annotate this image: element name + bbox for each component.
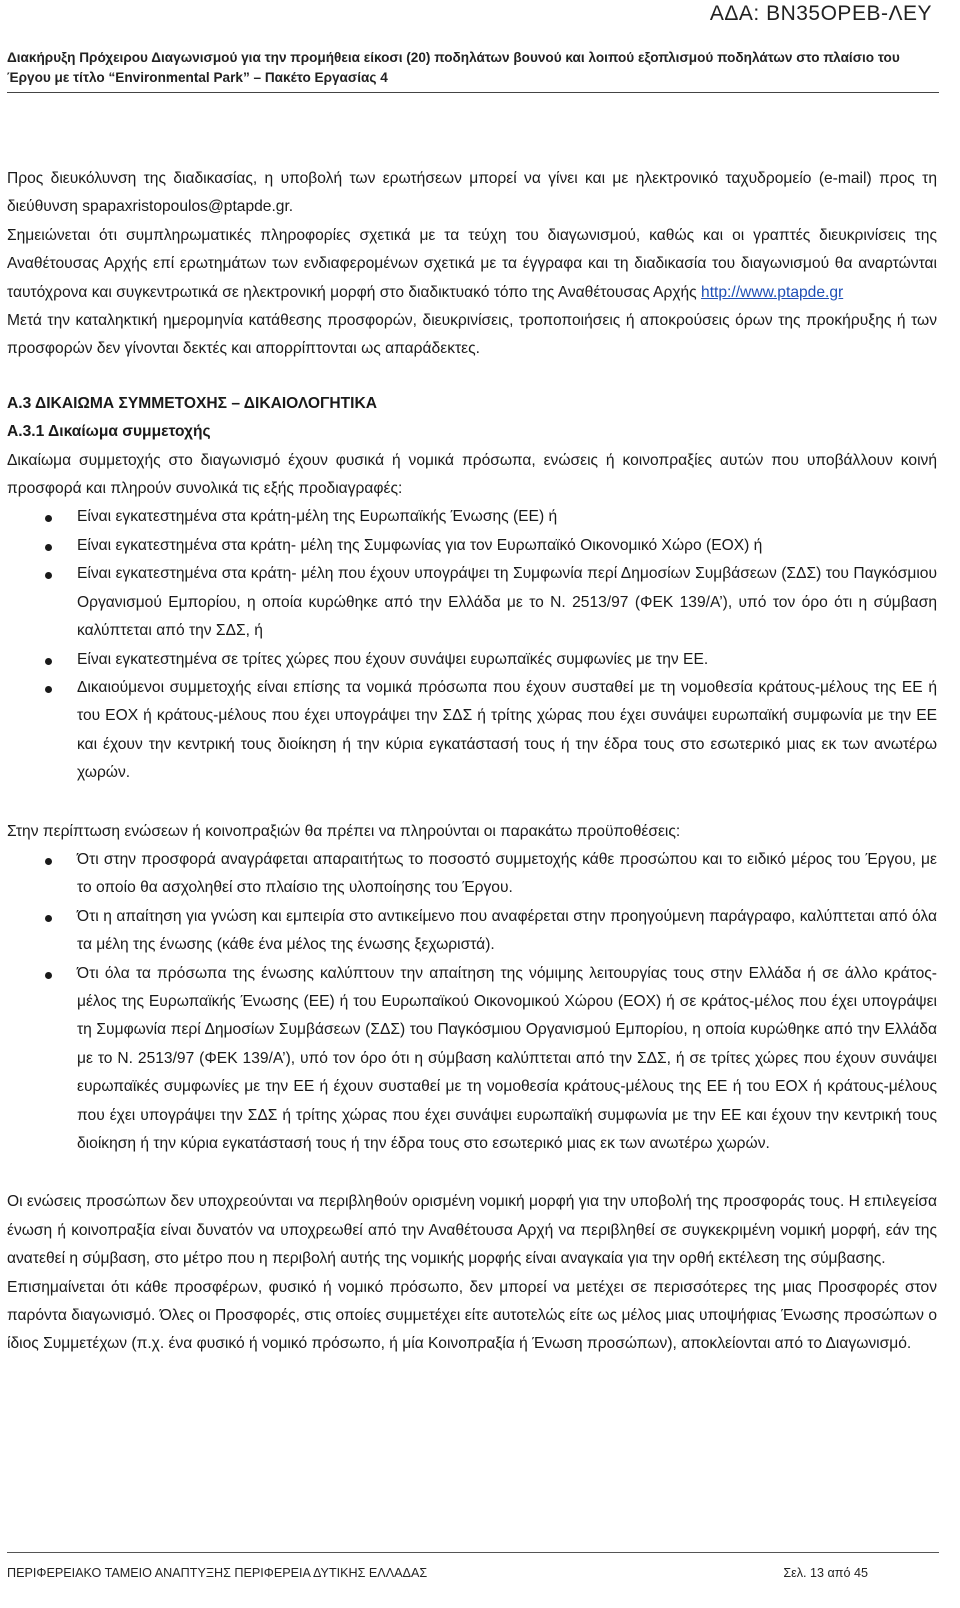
paragraph-email-questions: Προς διευκόλυνση της διαδικασίας, η υποβολή των ερωτήσεων μπορεί να γίνει και με ηλεκτρονικό ταχυδρομείο (e-mail) προς τη διεύθυνση spapaxristopoulos@ptapde.gr.: [7, 170, 937, 216]
bullet-icon: [45, 858, 52, 865]
participation-criteria-list: [7, 503, 937, 787]
list-item: Ότι στην προσφορά αναγράφεται απαραιτήτως το ποσοστό συμμετοχής κάθε προσώπου και το ειδικό μέρος του Έργου, με το οποίο θα ασχοληθεί στο πλαίσιο της υλοποίησης του Έργου.: [7, 846, 937, 903]
list-item: Ότι όλα τα πρόσωπα της ένωσης καλύπτουν την απαίτηση της νόμιμης λειτουργίας τους στην Ελλάδα ή σε άλλο κράτος-μέλος της Ευρωπαϊκής Ένωσης (ΕΕ) ή του Ευρωπαϊκού Οικονομικού Χώρου (ΕΟΧ) ή σε κράτος-μέλος που έχει υπογράψει τη Συμφωνία περί Δημοσίων Συμβάσεων (ΣΔΣ) του Παγκόσμιου Οργανισμού Εμπορίου, η οποία κυρώθηκε από την Ελλάδα με το Ν. 2513/97 (ΦΕΚ 139/Α’), υπό τον όρο ότι η σύμβαση καλύπτεται από την ΣΔΣ, ή σε τρίτες χώρες που έχουν συνάψει ευρωπαϊκές συμφωνίες με την ΕΕ ή έχουν συσταθεί με τη νομοθεσία κράτους-μέλους της ΕΕ ή του ΕΟΧ ή κράτους-μέλους που έχει υπογράψει την ΣΔΣ ή τρίτης χώρας που έχει συνάψει ευρωπαϊκή συμφωνία με την ΕΕ και έχουν την κεντρική τους διοίκηση ή την κύρια εγκατάστασή τους ή την έδρα τους στο εσωτερικό μιας εκ των ανωτέρω χωρών.: [7, 960, 937, 1159]
list-item: Είναι εγκατεστημένα στα κράτη-μέλη της Ευρωπαϊκής Ένωσης (ΕΕ) ή: [7, 503, 937, 531]
bullet-icon: [45, 515, 52, 522]
ada-stamp: ΑΔΑ: ΒΝ35ΟΡΕΒ-ΛΕΥ: [709, 2, 932, 25]
paragraph-participation-right: Δικαίωμα συμμετοχής στο διαγωνισμό έχουν φυσικά ή νομικά πρόσωπα, ενώσεις ή κοινοπραξίες αυτών που υποβάλλουν κοινή προσφορά και πληρούν συνολικά τις εξής προδιαγραφές:: [7, 451, 937, 498]
joint-venture-conditions-list: [7, 846, 937, 1158]
bullet-icon: [45, 915, 52, 922]
bullet-icon: [45, 544, 52, 551]
footer-divider: [7, 1552, 939, 1553]
paragraph-joint-ventures: Στην περίπτωση ενώσεων ή κοινοπραξιών θα πρέπει να πληρούνται οι παρακάτω προϋποθέσεις:: [7, 822, 681, 840]
paragraph-legal-form: Οι ενώσεις προσώπων δεν υποχρεούνται να περιβληθούν ορισμένη νομική μορφή για την υποβολή της προσφοράς τους. Η επιλεγείσα ένωση ή κοινοπραξία είναι δυνατόν να υποχρεωθεί από την Αναθέτουσα Αρχή να περιβληθεί σε συγκεκριμένη νομική μορφή, εάν της ανατεθεί η σύμβαση, στο μέτρο που η περιβολή αυτής της νομικής μορφής είναι αναγκαία για την ορθή εκτέλεση της σύμβασης.: [7, 1193, 937, 1268]
section-heading: Α.3 ΔΙΚΑΙΩΜΑ ΣΥΜΜΕΤΟΧΗΣ – ΔΙΚΑΙΟΛΟΓΗΤΙΚΑ: [7, 394, 378, 412]
document-body: [7, 165, 937, 1359]
bullet-icon: [45, 686, 52, 693]
list-item: Ότι η απαίτηση για γνώση και εμπειρία στο αντικείμενο που αναφέρεται στην προηγούμενη παράγραφο, καλύπτεται από όλα τα μέλη της ένωσης (κάθε ένα μέλος της ένωσης ξεχωριστά).: [7, 903, 937, 960]
footer-organization: ΠΕΡΙΦΕΡΕΙΑΚΟ ΤΑΜΕΙΟ ΑΝΑΠΤΥΞΗΣ ΠΕΡΙΦΕΡΕΙΑ ΔΥΤΙΚΗΣ ΕΛΛΑΔΑΣ: [7, 1566, 428, 1580]
paragraph-deadline: Μετά την καταληκτική ημερομηνία κατάθεσης προσφορών, διευκρινίσεις, τροποποιήσεις ή αποκρούσεις όρων της προκήρυξης ή των προσφορών δεν γίνονται δεκτές και απορρίπτονται ως απαράδεκτες.: [7, 312, 937, 358]
list-item: Είναι εγκατεστημένα στα κράτη- μέλη της Συμφωνίας για τον Ευρωπαϊκό Οικονομικό Χώρο (ΕΟΧ) ή: [7, 532, 937, 560]
subsection-heading: Α.3.1 Δικαίωμα συμμετοχής: [7, 423, 211, 441]
ptapde-website-link[interactable]: http://www.ptapde.gr: [701, 283, 844, 301]
list-item: Είναι εγκατεστημένα στα κράτη- μέλη που έχουν υπογράψει τη Συμφωνία περί Δημοσίων Συμβάσεων (ΣΔΣ) του Παγκόσμιου Οργανισμού Εμπορίου, η οποία κυρώθηκε από την Ελλάδα με το Ν. 2513/97 (ΦΕΚ 139/Α’), υπό τον όρο ότι η σύμβαση καλύπτεται από την ΣΔΣ, ή: [7, 560, 937, 645]
paragraph-supplementary-text: Σημειώνεται ότι συμπληρωματικές πληροφορίες σχετικά με τα τεύχη του διαγωνισμού, καθώς και οι γραπτές διευκρινίσεις της Αναθέτουσας Αρχής επί ερωτημάτων των ενδιαφερομένων σχετικά με τα έγγραφα και τη διαδικασία του διαγωνισμού θα αναρτώνται ταυτόχρονα και συγκεντρωτικά σε ηλεκτρονική μορφή στο διαδικτυακό τόπο της Αναθέτουσας Αρχής: [7, 226, 937, 301]
bullet-icon: [45, 572, 52, 579]
header-divider: [7, 92, 939, 93]
paragraph-supplementary-info: [7, 222, 937, 307]
page-number: Σελ. 13 από 45: [783, 1566, 868, 1580]
document-header-title: Διακήρυξη Πρόχειρου Διαγωνισμού για την προμήθεια είκοσι (20) ποδηλάτων βουνού και λοιπού εξοπλισμού ποδηλάτων στο πλαίσιο του Έργου με τίτλο “Environmental Park” – Πακέτο Εργασίας 4: [7, 50, 900, 85]
bullet-icon: [45, 658, 52, 665]
bullet-icon: [45, 972, 52, 979]
paragraph-single-offer: Επισημαίνεται ότι κάθε προσφέρων, φυσικό ή νομικό πρόσωπο, δεν μπορεί να μετέχει σε περισσότερες της μιας Προσφορές στον παρόντα διαγωνισμό. Όλες οι Προσφορές, στις οποίες συμμετέχει είτε αυτοτελώς είτε ως μέλος μιας υποψήφιας Ένωσης προσώπων ο ίδιος Συμμετέχων (π.χ. ένα φυσικό ή νομικό πρόσωπο, ή μία Κοινοπραξία ή Ένωση προσώπων), αποκλείονται από το Διαγωνισμό.: [7, 1278, 937, 1353]
list-item: Είναι εγκατεστημένα σε τρίτες χώρες που έχουν συνάψει ευρωπαϊκές συμφωνίες με την ΕΕ.: [7, 646, 937, 674]
list-item: Δικαιούμενοι συμμετοχής είναι επίσης τα νομικά πρόσωπα που έχουν συσταθεί με τη νομοθεσία κράτους-μέλους της ΕΕ ή του ΕΟΧ ή κράτους-μέλους που έχει υπογράψει την ΣΔΣ ή τρίτης χώρας που έχει συνάψει ευρωπαϊκή συμφωνία με την ΕΕ και έχουν την κεντρική τους διοίκηση ή την κύρια εγκατάστασή τους ή την έδρα τους στο εσωτερικό μιας εκ των ανωτέρω χωρών.: [7, 674, 937, 788]
